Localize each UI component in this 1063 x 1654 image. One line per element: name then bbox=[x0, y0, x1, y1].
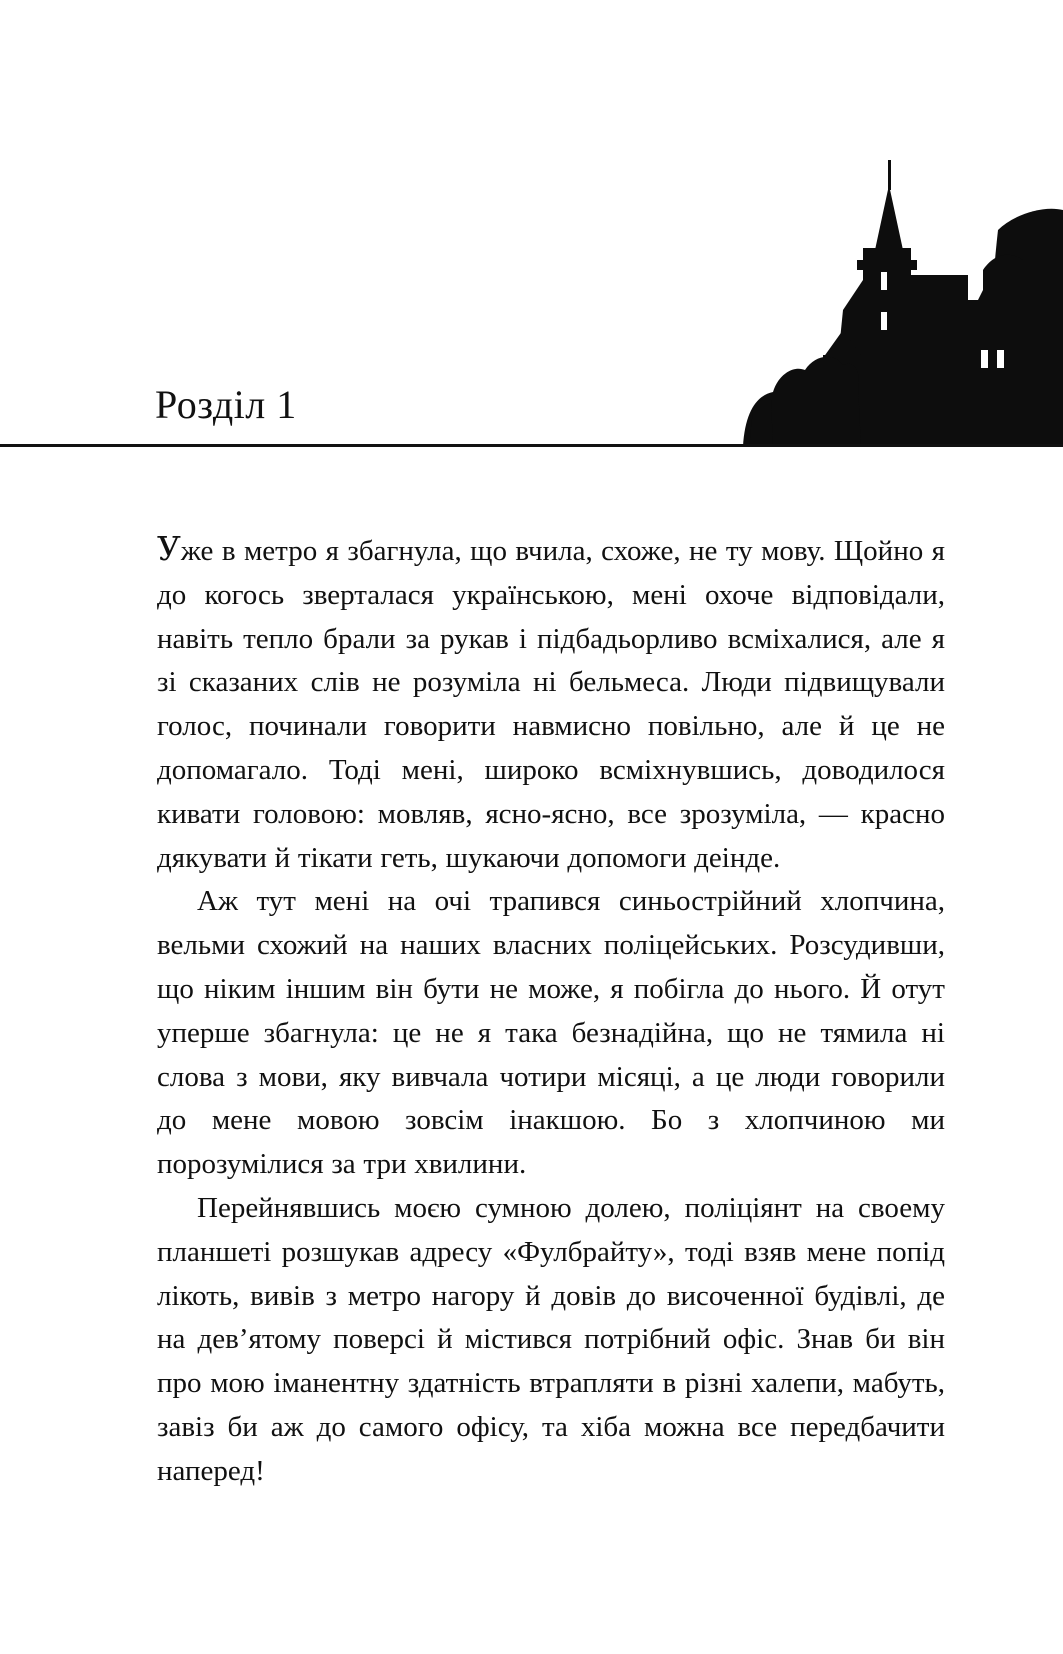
chapter-header bbox=[0, 0, 1063, 450]
paragraph-1 bbox=[157, 527, 945, 880]
paragraph-1-text: же в метро я збагнула, що вчила, схоже, не ту мову. Щойно я до когось зверталася українською, мені охоче відповідали, навіть тепло брали за рукав і підбадьорливо всміхалися, але я зі сказаних слів не розуміла ні бельмеса. Люди підвищували голос, починали говорити навмисно повільно, але й це не допомагало. Тоді мені, широко всміхнувшись, доводилося кивати головою: мовляв, ясно-ясно, все зрозуміла, — красно дякувати й тікати геть, шукаючи допомоги деінде. bbox=[157, 535, 945, 874]
initial-letter: У bbox=[157, 529, 181, 568]
paragraph-3: Перейнявшись моєю сумною долею, поліціянт на своему планшеті розшукав адресу «Фулбрайту», тоді взяв мене попід лікоть, вивів з метро нагору й довів до височенної будівлі, де на дев’ятому поверсі й містився потрібний офіс. Знав би він про мою іманентну здатність втрапляти в різні халепи, мабуть, завіз би аж до самого офісу, та хіба можна все передбачити наперед! bbox=[157, 1191, 945, 1487]
chapter-text bbox=[157, 527, 945, 1494]
paragraph-2: Аж тут мені на очі трапився синьострійний хлопчина, вельми схожий на наших власних поліцейських. Розсудивши, що ніким іншим він бути не може, я побігла до нього. Й отут уперше збагнула: це не я така безнадійна, що не тямила ні слова з мови, яку вивчала чотири місяці, а це люди говорили до мене мовою зовсім інакшою. Бо з хлопчиною ми порозумілися за три хвилини. bbox=[157, 885, 945, 1181]
chapter-title: Розділ 1 bbox=[155, 382, 297, 427]
castle-silhouette-icon bbox=[743, 160, 1063, 447]
header-rule bbox=[0, 444, 1063, 447]
